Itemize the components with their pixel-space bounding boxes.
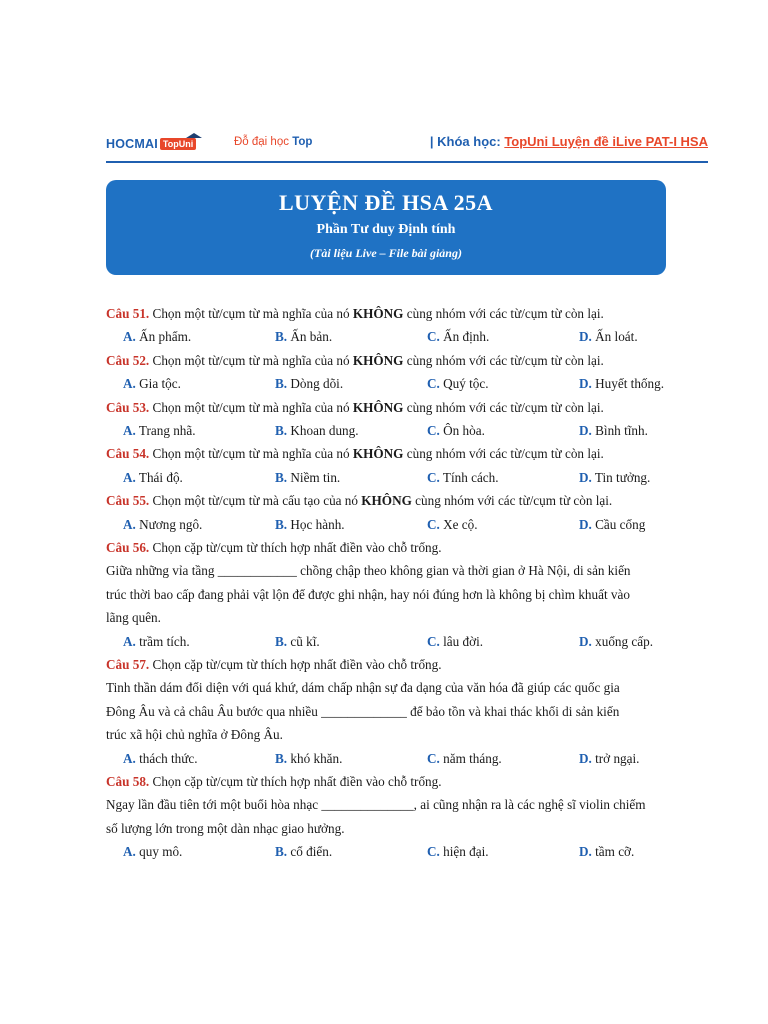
slogan-part2: Top [292, 136, 313, 148]
answer-option[interactable] [579, 630, 653, 653]
option-label: B. [275, 633, 288, 649]
question-keyword: KHÔNG [352, 306, 404, 321]
option-text: trở ngại. [591, 750, 640, 766]
slogan-part1: Đỗ đại học [234, 136, 293, 148]
answer-option[interactable] [275, 372, 343, 395]
answer-option[interactable] [427, 747, 502, 770]
option-text: Ôn hòa. [439, 423, 485, 438]
slogan [234, 136, 312, 148]
option-label: C. [427, 423, 440, 438]
option-text: quy mô. [135, 844, 183, 860]
answer-option[interactable] [123, 630, 190, 653]
option-text: Ấn phẩm. [135, 329, 192, 345]
option-label: A. [123, 376, 136, 392]
answer-option[interactable] [427, 325, 489, 348]
question-number: Câu 53. [106, 399, 150, 415]
option-label: D. [579, 469, 592, 485]
question-text-before: Chọn một từ/cụm từ mà nghĩa của nó [149, 399, 353, 415]
option-label: C. [427, 844, 440, 860]
answer-options [106, 747, 676, 770]
answer-options [106, 419, 676, 442]
question-number: Câu 51. [106, 306, 150, 321]
logo-badge-text: TopUni [162, 139, 194, 149]
option-text: thách thức. [135, 750, 198, 766]
answer-options [106, 840, 676, 863]
option-text: Quý tộc. [439, 376, 489, 392]
question-stem [106, 536, 676, 559]
answer-option[interactable] [579, 513, 645, 536]
answer-option[interactable] [427, 466, 499, 489]
option-text: Gia tộc. [135, 376, 181, 392]
option-text: lâu đời. [439, 633, 484, 649]
option-label: D. [579, 750, 592, 766]
passage-line: trúc thời bao cấp đang phải vật lộn để được ghi nhận, hay nói đúng hơn là không bị chìm khuất vào [106, 586, 630, 602]
option-label: C. [427, 469, 440, 485]
answer-option[interactable] [579, 840, 634, 863]
logo-badge [160, 138, 196, 150]
option-label: B. [275, 376, 288, 392]
answer-option[interactable] [123, 840, 182, 863]
question-block [106, 489, 676, 536]
answer-option[interactable] [275, 747, 342, 770]
passage-line: trúc xã hội chủ nghĩa ở Đông Âu. [106, 727, 283, 743]
title-banner [106, 180, 666, 275]
course-prefix: | Khóa học: [429, 134, 505, 149]
option-label: A. [123, 750, 136, 766]
question-text-before: Chọn một từ/cụm từ mà nghĩa của nó [149, 306, 353, 321]
passage-line: số lượng lớn trong một dàn nhạc giao hưởng. [106, 820, 345, 836]
option-label: A. [123, 469, 136, 485]
option-text: năm tháng. [439, 750, 502, 766]
option-text: Ấn bản. [287, 329, 333, 345]
question-text-before: Chọn cặp từ/cụm từ thích hợp nhất điền vào chỗ trống. [149, 539, 442, 555]
answer-option[interactable] [123, 466, 183, 489]
question-keyword: KHÔNG [352, 446, 404, 462]
graduation-cap-icon [186, 133, 202, 138]
banner-subtitle: Phần Tư duy Định tính [316, 222, 456, 237]
question-text-before: Chọn một từ/cụm từ mà nghĩa của nó [149, 446, 353, 462]
option-text: Niềm tin. [287, 469, 341, 485]
answer-option[interactable] [427, 419, 485, 442]
answer-option[interactable] [275, 840, 332, 863]
question-text-after: cùng nhóm với các từ/cụm từ còn lại. [403, 306, 604, 321]
option-label: B. [275, 329, 288, 345]
header-divider [106, 161, 708, 163]
question-stem [106, 302, 676, 325]
question-text-before: Chọn cặp từ/cụm từ thích hợp nhất điền vào chỗ trống. [149, 774, 442, 790]
option-text: trầm tích. [135, 633, 190, 649]
answer-option[interactable] [275, 466, 340, 489]
option-text: Huyết thống. [591, 376, 664, 392]
option-label: C. [427, 516, 440, 532]
question-stem [106, 489, 676, 512]
answer-option[interactable] [579, 419, 648, 442]
passage-line: Giữa những vỉa tầng ____________ chồng chập theo không gian và thời gian ở Hà Nội, di sản kiến [106, 563, 631, 579]
passage-line: lãng quên. [106, 610, 161, 626]
answer-options [106, 630, 676, 653]
question-text-before: Chọn một từ/cụm từ mà cấu tạo của nó [149, 493, 362, 509]
option-text: Thái độ. [135, 469, 183, 485]
option-text: Tính cách. [439, 469, 499, 485]
answer-option[interactable] [579, 466, 650, 489]
option-label: C. [427, 376, 440, 392]
answer-option[interactable] [427, 372, 489, 395]
option-label: C. [427, 633, 440, 649]
option-text: Dòng dõi. [287, 376, 344, 392]
answer-option[interactable] [275, 419, 359, 442]
option-text: Trang nhã. [135, 423, 196, 438]
answer-option[interactable] [123, 513, 202, 536]
answer-option[interactable] [123, 325, 191, 348]
option-label: D. [579, 423, 592, 438]
answer-option[interactable] [275, 630, 320, 653]
option-label: D. [579, 516, 592, 532]
answer-options [106, 372, 676, 395]
option-label: D. [579, 376, 592, 392]
question-number: Câu 55. [106, 493, 150, 509]
option-text: Bình tĩnh. [591, 423, 648, 438]
option-text: hiện đại. [439, 844, 489, 860]
answer-options [106, 325, 676, 348]
question-text-after: cùng nhóm với các từ/cụm từ còn lại. [403, 399, 604, 415]
answer-option[interactable] [123, 372, 181, 395]
answer-option[interactable] [275, 513, 345, 536]
option-label: D. [579, 633, 592, 649]
option-text: cổ điển. [287, 844, 333, 860]
answer-option[interactable] [427, 513, 478, 536]
option-label: C. [427, 329, 440, 345]
course-title [430, 134, 708, 149]
option-text: Nương ngô. [135, 516, 203, 532]
question-block [106, 442, 676, 489]
answer-option[interactable] [579, 747, 639, 770]
passage-line: Đông Âu và cả châu Âu bước qua nhiều _____________ để bảo tồn và khai thác khối di sản kiến [106, 703, 620, 719]
question-keyword: KHÔNG [352, 352, 404, 368]
option-text: Khoan dung. [287, 423, 359, 438]
passage-line: Tinh thần dám đối diện với quá khứ, dám chấp nhận sự đa dạng của văn hóa đã giúp các quốc gia [106, 680, 620, 696]
answer-option[interactable] [123, 419, 196, 442]
option-label: B. [275, 469, 288, 485]
option-label: A. [123, 633, 136, 649]
option-label: B. [275, 844, 288, 860]
answer-options [106, 466, 676, 489]
question-number: Câu 54. [106, 446, 150, 462]
question-stem [106, 653, 676, 676]
option-label: D. [579, 844, 592, 860]
answer-option[interactable] [579, 372, 664, 395]
passage-line: Ngay lần đầu tiên tới một buổi hòa nhạc ______________, ai cũng nhận ra là các nghệ sĩ violin chiếm [106, 797, 646, 813]
question-block [106, 349, 676, 396]
answer-options [106, 513, 676, 536]
option-label: A. [123, 844, 136, 860]
option-text: Ấn loát. [591, 329, 638, 345]
page-header [106, 134, 708, 158]
option-text: Học hành. [287, 516, 345, 532]
option-text: Tin tưởng. [591, 469, 651, 485]
hocmai-logo [106, 137, 196, 151]
course-name-link[interactable]: TopUni Luyện đề iLive PAT-I HSA [504, 134, 708, 149]
option-text: tầm cỡ. [591, 844, 635, 860]
option-label: A. [123, 516, 136, 532]
question-text-before: Chọn cặp từ/cụm từ thích hợp nhất điền vào chỗ trống. [149, 657, 442, 672]
option-label: B. [275, 516, 288, 532]
question-block [106, 536, 676, 653]
banner-title: LUYỆN ĐỀ HSA 25A [279, 190, 493, 215]
logo-text: HOCMAI [106, 137, 158, 151]
question-stem [106, 770, 676, 793]
answer-option[interactable] [275, 325, 332, 348]
option-text: xuống cấp. [591, 633, 653, 649]
question-stem [106, 396, 676, 419]
question-number: Câu 57. [106, 657, 150, 672]
question-stem [106, 442, 676, 465]
option-text: khó khăn. [287, 750, 343, 766]
option-text: cũ kĩ. [287, 633, 320, 649]
answer-option[interactable] [427, 840, 489, 863]
option-text: Cầu cống [591, 516, 646, 532]
answer-option[interactable] [579, 325, 638, 348]
question-block [106, 396, 676, 443]
option-label: A. [123, 423, 136, 438]
option-label: B. [275, 750, 288, 766]
question-block [106, 302, 676, 349]
question-number: Câu 52. [106, 352, 150, 368]
banner-note: (Tài liệu Live – File bài giảng) [310, 246, 462, 260]
question-number: Câu 58. [106, 774, 150, 790]
question-keyword: KHÔNG [352, 399, 404, 415]
question-text-after: cùng nhóm với các từ/cụm từ còn lại. [403, 446, 604, 462]
question-block [106, 653, 676, 770]
question-keyword: KHÔNG [361, 493, 412, 509]
question-text-after: cùng nhóm với các từ/cụm từ còn lại. [411, 493, 613, 509]
option-label: D. [579, 329, 592, 345]
option-label: C. [427, 750, 440, 766]
question-block [106, 770, 676, 864]
answer-option[interactable] [123, 747, 198, 770]
option-label: B. [275, 423, 288, 438]
option-text: Ấn định. [439, 329, 490, 345]
question-text-after: cùng nhóm với các từ/cụm từ còn lại. [403, 352, 604, 368]
question-stem [106, 349, 676, 372]
question-number: Câu 56. [106, 539, 150, 555]
question-list [106, 302, 676, 864]
option-label: A. [123, 329, 136, 345]
answer-option[interactable] [427, 630, 483, 653]
question-text-before: Chọn một từ/cụm từ mà nghĩa của nó [149, 352, 353, 368]
option-text: Xe cộ. [439, 516, 478, 532]
